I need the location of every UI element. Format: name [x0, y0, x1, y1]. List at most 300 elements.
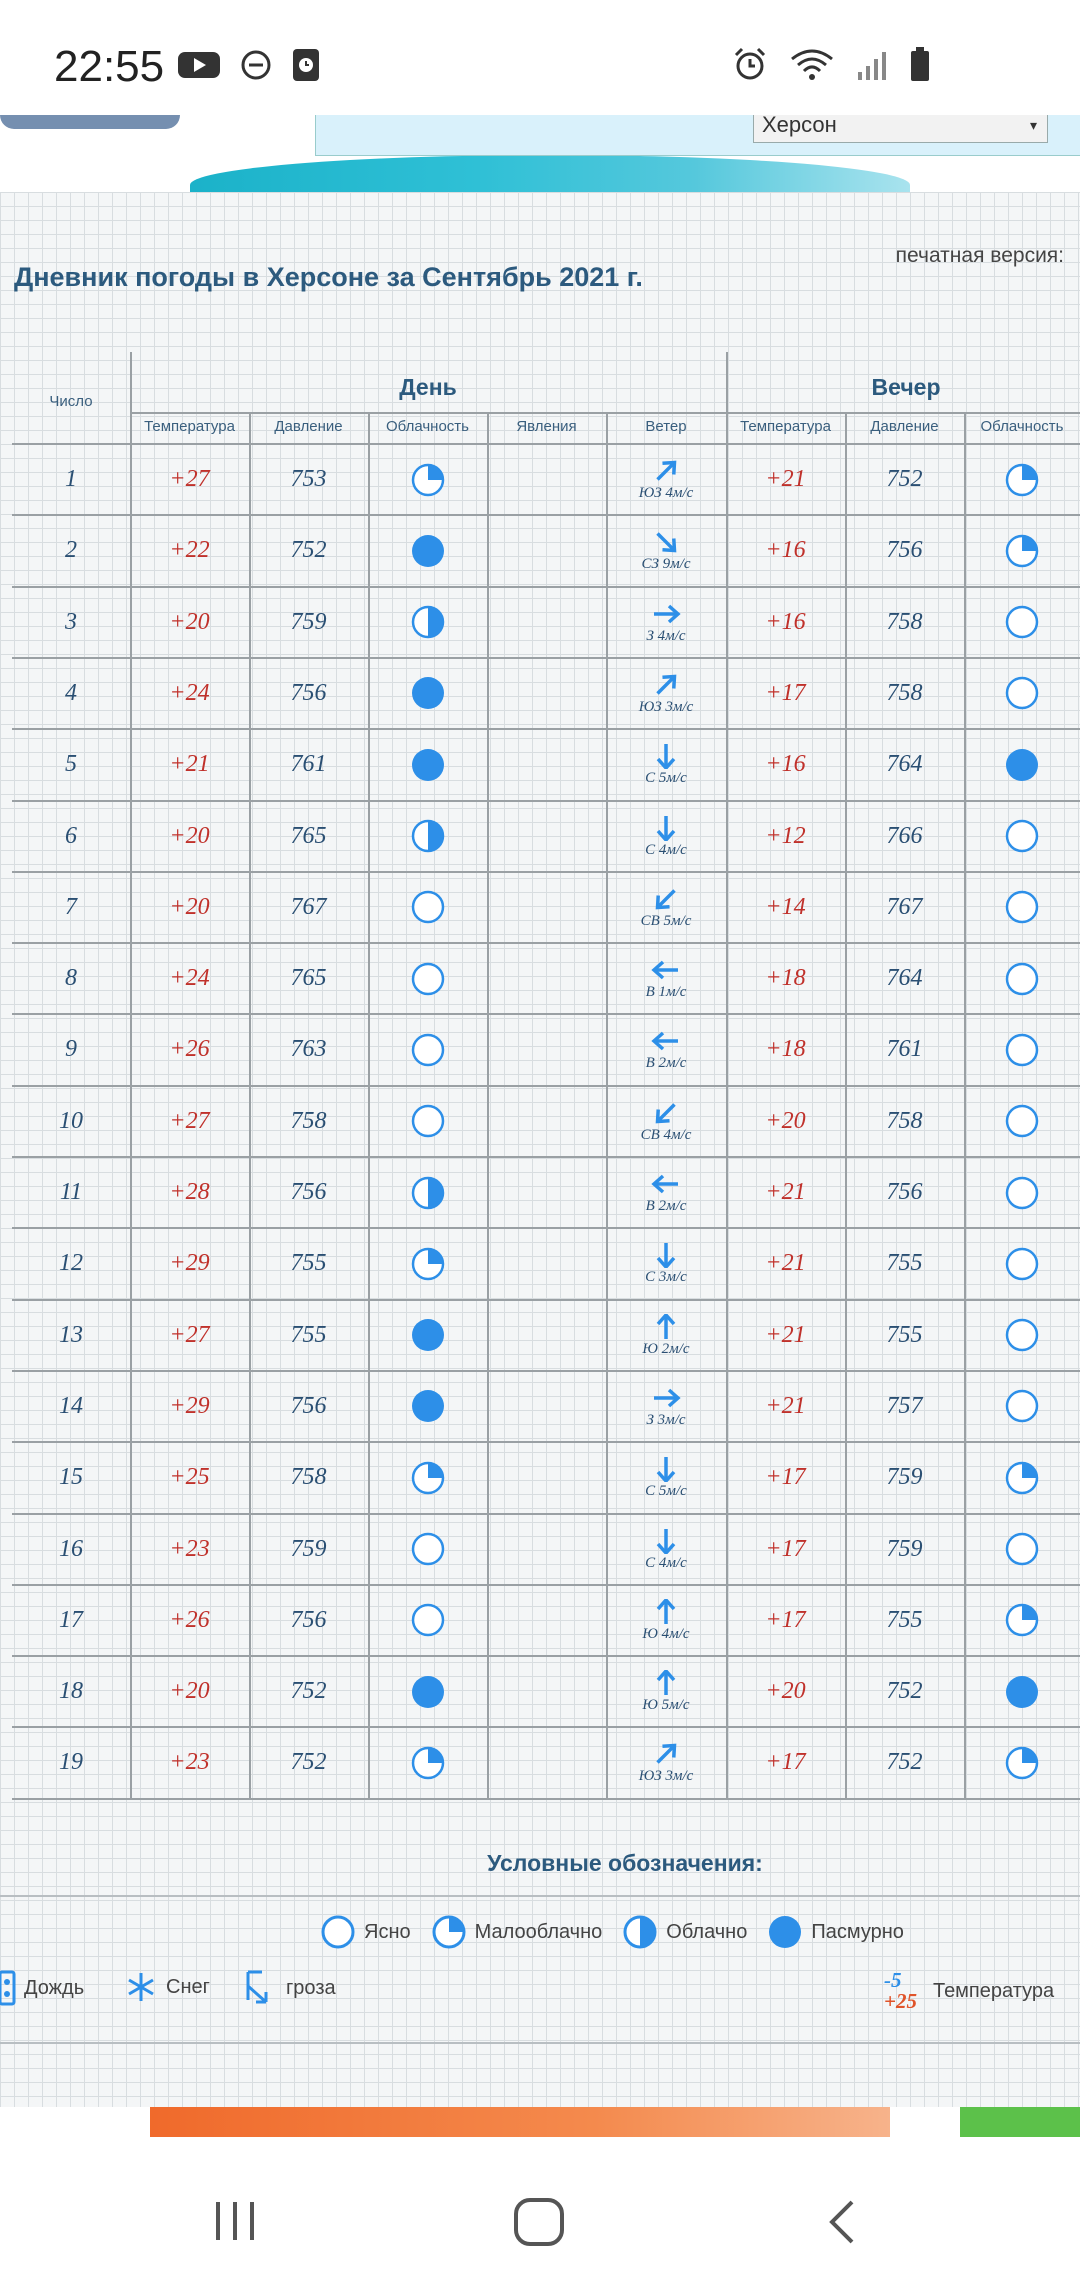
day-number: 4 [65, 679, 77, 706]
day-phenomena [487, 1585, 606, 1656]
wind-text: В 1м/с [645, 984, 687, 1001]
evening-pressure: 766 [886, 822, 923, 849]
city-select-value: Херсон [762, 115, 837, 137]
day-temperature: +23 [169, 1535, 210, 1562]
day-cloudiness [368, 1086, 487, 1157]
evening-pressure: 758 [886, 608, 923, 635]
table-row [12, 1727, 1080, 1798]
day-wind [606, 658, 726, 729]
day-temperature: +27 [169, 1107, 210, 1134]
evening-temperature: +17 [765, 1749, 806, 1776]
day-wind [606, 943, 726, 1014]
site-banner [0, 115, 1080, 195]
day-temperature: +28 [169, 1179, 210, 1205]
table-row [12, 444, 1080, 515]
header-number: Число [49, 393, 93, 410]
chevron-down-icon: ▾ [1029, 117, 1037, 133]
evening-temperature: +17 [765, 1606, 806, 1633]
wind-arrow-icon [651, 815, 681, 841]
temp-sample-positive: +25 [884, 1989, 917, 2013]
day-wind [606, 1014, 726, 1085]
clear-cloud-icon [1004, 1317, 1040, 1353]
day-number: 12 [59, 1250, 83, 1277]
table-row [12, 729, 1080, 800]
day-wind [606, 1086, 726, 1157]
wind-arrow-icon [651, 601, 681, 627]
overcast-cloud-icon [1004, 1674, 1040, 1710]
day-pressure: 763 [290, 1036, 327, 1063]
day-cloudiness [368, 1656, 487, 1727]
day-cloudiness [368, 444, 487, 515]
day-temperature: +26 [169, 1606, 210, 1633]
table-row [12, 1157, 1080, 1228]
day-temperature: +26 [169, 1036, 210, 1063]
wind-arrow-icon [651, 1314, 681, 1340]
day-phenomena [487, 943, 606, 1014]
day-wind [606, 1514, 726, 1585]
day-cloudiness [368, 872, 487, 943]
wind-text: С 4м/с [645, 1554, 687, 1571]
day-number: 7 [65, 893, 77, 920]
table-row [12, 1228, 1080, 1299]
table-row [12, 1014, 1080, 1085]
day-wind [606, 1300, 726, 1371]
day-number: 18 [59, 1678, 83, 1705]
day-wind [606, 515, 726, 586]
back-icon[interactable] [822, 2198, 862, 2246]
day-wind [606, 1442, 726, 1513]
few-cloud-icon [1004, 1745, 1040, 1781]
day-phenomena [487, 1727, 606, 1798]
wind-text: З 3м/с [646, 1411, 686, 1428]
legend-few-clouds: Малооблачно [474, 1920, 603, 1943]
print-version-link[interactable]: печатная версия: [895, 244, 1064, 267]
clock-app-icon [292, 48, 320, 82]
overcast-cloud-icon [410, 533, 446, 569]
day-cloudiness [368, 801, 487, 872]
day-number: 17 [59, 1606, 83, 1633]
wind-arrow-icon [651, 672, 681, 698]
wind-arrow-icon [651, 1528, 681, 1554]
day-cloudiness [368, 1371, 487, 1442]
day-pressure: 752 [290, 1678, 327, 1705]
wind-arrow-icon [651, 1242, 681, 1268]
partly-cloud-icon [410, 818, 446, 854]
wind-text: С 5м/с [645, 1483, 687, 1500]
wind-text: ЮЗ 3м/с [638, 1768, 694, 1785]
day-pressure: 765 [290, 965, 327, 992]
day-number: 1 [65, 466, 77, 492]
wind-arrow-icon [651, 1456, 681, 1482]
clear-cloud-icon [410, 1602, 446, 1638]
alarm-icon [732, 46, 768, 82]
weather-diary [0, 192, 1080, 2107]
day-cloudiness [368, 1514, 487, 1585]
day-cloudiness [368, 1228, 487, 1299]
wind-text: С 3м/с [645, 1269, 687, 1286]
legend-divider [0, 1895, 1080, 1897]
day-wind [606, 1585, 726, 1656]
evening-temperature: +18 [765, 965, 806, 992]
day-number: 16 [59, 1535, 83, 1562]
day-temperature: +20 [169, 608, 210, 635]
evening-pressure: 757 [886, 1392, 923, 1419]
day-phenomena [487, 1656, 606, 1727]
wind-text: С 5м/с [645, 770, 687, 787]
evening-pressure: 755 [886, 1250, 923, 1277]
day-wind [606, 1157, 726, 1228]
evening-cloudiness [964, 801, 1080, 872]
day-temperature: +22 [169, 537, 210, 564]
legend-bottom-divider [0, 2042, 1080, 2044]
wifi-icon [790, 47, 834, 81]
evening-pressure: 756 [886, 1179, 923, 1205]
wind-text: С 4м/с [645, 841, 687, 858]
evening-cloudiness [964, 587, 1080, 658]
wind-arrow-icon [651, 1599, 681, 1625]
clear-cloud-icon [410, 961, 446, 997]
day-cloudiness [368, 1157, 487, 1228]
day-number: 19 [59, 1749, 83, 1776]
table-row [12, 1514, 1080, 1585]
overcast-cloud-icon [410, 1317, 446, 1353]
day-pressure: 753 [290, 466, 327, 492]
evening-cloudiness [964, 1014, 1080, 1085]
day-pressure: 767 [290, 893, 327, 920]
wind-arrow-icon [651, 743, 681, 769]
overcast-cloud-icon [410, 1674, 446, 1710]
day-cloudiness [368, 515, 487, 586]
evening-cloudiness [964, 1727, 1080, 1798]
day-pressure: 755 [290, 1321, 327, 1348]
day-pressure: 759 [290, 608, 327, 635]
clear-cloud-icon [1004, 961, 1040, 997]
day-number: 9 [65, 1036, 77, 1063]
evening-pressure: 761 [886, 1036, 923, 1063]
overcast-cloud-icon [410, 1388, 446, 1424]
wind-text: В 2м/с [645, 1055, 687, 1072]
evening-pressure: 758 [886, 1107, 923, 1134]
evening-cloudiness [964, 515, 1080, 586]
table-row [12, 658, 1080, 729]
table-row [12, 1656, 1080, 1727]
legend-temperature: Температура [932, 1979, 1055, 2002]
clear-cloud-icon [1004, 1388, 1040, 1424]
table-row [12, 801, 1080, 872]
evening-cloudiness [964, 1514, 1080, 1585]
day-phenomena [487, 801, 606, 872]
legend-partly-cloudy: Облачно [666, 1920, 748, 1943]
day-pressure: 756 [290, 1606, 327, 1633]
youtube-icon [178, 50, 220, 80]
wind-arrow-icon [651, 886, 681, 912]
evening-temperature: +21 [765, 1321, 806, 1348]
day-wind [606, 1228, 726, 1299]
legend-overcast: Пасмурно [811, 1920, 904, 1943]
clock: 22:55 [54, 42, 165, 91]
table-row [12, 1442, 1080, 1513]
evening-cloudiness [964, 1371, 1080, 1442]
evening-temperature: +16 [765, 608, 806, 635]
day-number: 14 [59, 1392, 83, 1419]
day-wind [606, 587, 726, 658]
few-cloud-icon [1004, 533, 1040, 569]
clear-cloud-icon [1004, 1032, 1040, 1068]
evening-temperature: +21 [765, 1392, 806, 1419]
thunderstorm-icon [244, 1970, 278, 2006]
day-temperature: +23 [169, 1749, 210, 1776]
evening-pressure: 755 [886, 1606, 923, 1633]
evening-temperature: +20 [765, 1678, 806, 1705]
evening-cloudiness [964, 1157, 1080, 1228]
clear-cloud-icon [1004, 604, 1040, 640]
clear-cloud-icon [1004, 1246, 1040, 1282]
wind-text: ЮЗ 4м/с [638, 485, 694, 501]
subheader-pressure: Давление [274, 418, 343, 435]
day-phenomena [487, 1300, 606, 1371]
wind-arrow-icon [651, 529, 681, 555]
subheader-evening-temperature: Температура [740, 418, 831, 435]
wind-text: СЗ 9м/с [641, 556, 691, 573]
evening-temperature: +14 [765, 893, 806, 920]
day-pressure: 756 [290, 1179, 327, 1205]
day-phenomena [487, 658, 606, 729]
evening-temperature: +21 [765, 1179, 806, 1205]
day-cloudiness [368, 1300, 487, 1371]
day-pressure: 755 [290, 1250, 327, 1277]
evening-pressure: 758 [886, 679, 923, 706]
grid-line [130, 412, 1080, 414]
clear-cloud-icon [410, 1531, 446, 1567]
clear-cloud-icon [1004, 675, 1040, 711]
recent-apps-icon[interactable] [212, 2198, 258, 2244]
few-cloud-icon [1004, 1460, 1040, 1496]
overcast-cloud-icon [1004, 747, 1040, 783]
few-clouds-icon [431, 1914, 467, 1950]
day-temperature: +20 [169, 1678, 210, 1705]
evening-cloudiness [964, 658, 1080, 729]
day-phenomena [487, 444, 606, 515]
day-cloudiness [368, 729, 487, 800]
snow-icon [124, 1970, 158, 2004]
evening-temperature: +12 [765, 822, 806, 849]
wind-text: Ю 2м/с [642, 1340, 690, 1357]
home-icon[interactable] [512, 2196, 566, 2248]
navigation-bar [0, 2140, 1080, 2280]
banner-decoration [190, 155, 910, 195]
wind-arrow-icon [651, 1670, 681, 1696]
day-wind [606, 444, 726, 515]
legend-storm: гроза [286, 1976, 336, 1999]
day-phenomena [487, 1442, 606, 1513]
day-temperature: +20 [169, 822, 210, 849]
wind-text: В 2м/с [645, 1198, 687, 1214]
day-phenomena [487, 1086, 606, 1157]
evening-cloudiness [964, 1585, 1080, 1656]
day-number: 3 [65, 608, 77, 635]
wind-text: Ю 5м/с [642, 1697, 690, 1714]
day-phenomena [487, 872, 606, 943]
evening-cloudiness [964, 1656, 1080, 1727]
table-row [12, 1300, 1080, 1371]
temp-sample-negative: -5 [884, 1968, 902, 1992]
day-temperature: +25 [169, 1464, 210, 1491]
rain-icon [0, 1970, 16, 2006]
clear-cloud-icon [1004, 1103, 1040, 1139]
overcast-cloud-icon [410, 747, 446, 783]
subheader-evening-cloudiness: Облачность [980, 418, 1064, 435]
day-wind [606, 801, 726, 872]
evening-cloudiness [964, 1086, 1080, 1157]
day-pressure: 758 [290, 1464, 327, 1491]
day-cloudiness [368, 587, 487, 658]
evening-temperature: +17 [765, 1464, 806, 1491]
clear-cloud-icon [1004, 1175, 1040, 1211]
partly-cloud-icon [410, 1175, 446, 1211]
clear-sky-icon [320, 1914, 356, 1950]
day-number: 8 [65, 965, 77, 992]
day-pressure: 756 [290, 1392, 327, 1419]
day-temperature: +29 [169, 1250, 210, 1277]
evening-temperature: +16 [765, 751, 806, 778]
day-pressure: 752 [290, 537, 327, 564]
evening-temperature: +18 [765, 1036, 806, 1063]
few-cloud-icon [410, 1745, 446, 1781]
subheader-cloudiness: Облачность [386, 418, 469, 435]
wind-text: ЮЗ 3м/с [638, 698, 694, 715]
partly-cloudy-icon [622, 1914, 658, 1950]
wind-arrow-icon [651, 957, 681, 983]
day-pressure: 758 [290, 1107, 327, 1134]
day-phenomena [487, 515, 606, 586]
table-row [12, 1086, 1080, 1157]
subheader-evening-pressure: Давление [870, 418, 939, 435]
day-temperature: +27 [169, 466, 210, 492]
day-phenomena [487, 587, 606, 658]
header-day: День [399, 374, 457, 400]
clear-cloud-icon [1004, 889, 1040, 925]
day-phenomena [487, 1157, 606, 1228]
overcast-icon [767, 1914, 803, 1950]
evening-cloudiness [964, 1228, 1080, 1299]
subheader-temperature: Температура [144, 418, 235, 435]
day-phenomena [487, 729, 606, 800]
table-row [12, 515, 1080, 586]
day-wind [606, 1656, 726, 1727]
evening-pressure: 764 [886, 751, 923, 778]
evening-cloudiness [964, 872, 1080, 943]
evening-cloudiness [964, 943, 1080, 1014]
evening-pressure: 752 [886, 1749, 923, 1776]
few-cloud-icon [1004, 1602, 1040, 1638]
day-temperature: +21 [169, 751, 210, 778]
day-pressure: 759 [290, 1535, 327, 1562]
legend-clear: Ясно [364, 1920, 411, 1943]
overcast-cloud-icon [410, 675, 446, 711]
day-number: 15 [59, 1464, 83, 1491]
subheader-wind: Ветер [645, 418, 687, 435]
day-wind [606, 729, 726, 800]
day-wind [606, 872, 726, 943]
evening-cloudiness [964, 1300, 1080, 1371]
weather-table [12, 352, 1080, 1802]
evening-temperature: +16 [765, 537, 806, 564]
day-wind [606, 1727, 726, 1798]
evening-pressure: 767 [886, 893, 923, 920]
do-not-disturb-icon [240, 49, 272, 81]
day-phenomena [487, 1228, 606, 1299]
day-temperature: +24 [169, 965, 210, 992]
evening-pressure: 756 [886, 537, 923, 564]
day-pressure: 765 [290, 822, 327, 849]
evening-cloudiness [964, 444, 1080, 515]
table-row [12, 943, 1080, 1014]
day-cloudiness [368, 1585, 487, 1656]
clear-cloud-icon [1004, 818, 1040, 854]
legend-rain: Дождь [24, 1976, 85, 1999]
clear-cloud-icon [1004, 1531, 1040, 1567]
day-cloudiness [368, 1014, 487, 1085]
evening-pressure: 759 [886, 1535, 923, 1562]
wind-text: СВ 5м/с [640, 912, 692, 929]
day-phenomena [487, 1371, 606, 1442]
site-logo [0, 115, 180, 129]
few-cloud-icon [1004, 462, 1040, 498]
wind-arrow-icon [651, 458, 681, 484]
table-row [12, 1585, 1080, 1656]
signal-icon [856, 48, 888, 80]
evening-cloudiness [964, 729, 1080, 800]
table-row [12, 872, 1080, 943]
wind-text: З 4м/с [646, 627, 686, 644]
evening-temperature: +21 [765, 1250, 806, 1277]
wind-text: СВ 4м/с [640, 1126, 692, 1143]
day-phenomena [487, 1014, 606, 1085]
evening-temperature: +20 [765, 1107, 806, 1134]
header-evening: Вечер [871, 374, 941, 400]
clear-cloud-icon [410, 1103, 446, 1139]
day-pressure: 761 [290, 751, 327, 778]
legend-title: Условные обозначения: [487, 1850, 763, 1876]
few-cloud-icon [410, 1246, 446, 1282]
evening-temperature: +17 [765, 1535, 806, 1562]
day-cloudiness [368, 943, 487, 1014]
day-cloudiness [368, 1727, 487, 1798]
day-number: 11 [59, 1179, 83, 1205]
wind-arrow-icon [651, 1385, 681, 1411]
evening-pressure: 759 [886, 1464, 923, 1491]
page-title: Дневник погоды в Херсоне за Сентябрь 2021 г. [14, 262, 643, 292]
clear-cloud-icon [410, 1032, 446, 1068]
wind-arrow-icon [651, 1028, 681, 1054]
partly-cloud-icon [410, 604, 446, 640]
wind-arrow-icon [651, 1100, 681, 1126]
day-number: 2 [65, 537, 77, 564]
city-select[interactable] [753, 115, 1048, 143]
day-number: 6 [65, 822, 77, 849]
day-pressure: 752 [290, 1749, 327, 1776]
few-cloud-icon [410, 462, 446, 498]
day-temperature: +24 [169, 679, 210, 706]
wind-arrow-icon [651, 1741, 681, 1767]
day-cloudiness [368, 1442, 487, 1513]
subheader-phenomena: Явления [516, 418, 577, 435]
clear-cloud-icon [410, 889, 446, 925]
table-row [12, 587, 1080, 658]
evening-pressure: 764 [886, 965, 923, 992]
evening-temperature: +17 [765, 679, 806, 706]
day-temperature: +27 [169, 1321, 210, 1348]
